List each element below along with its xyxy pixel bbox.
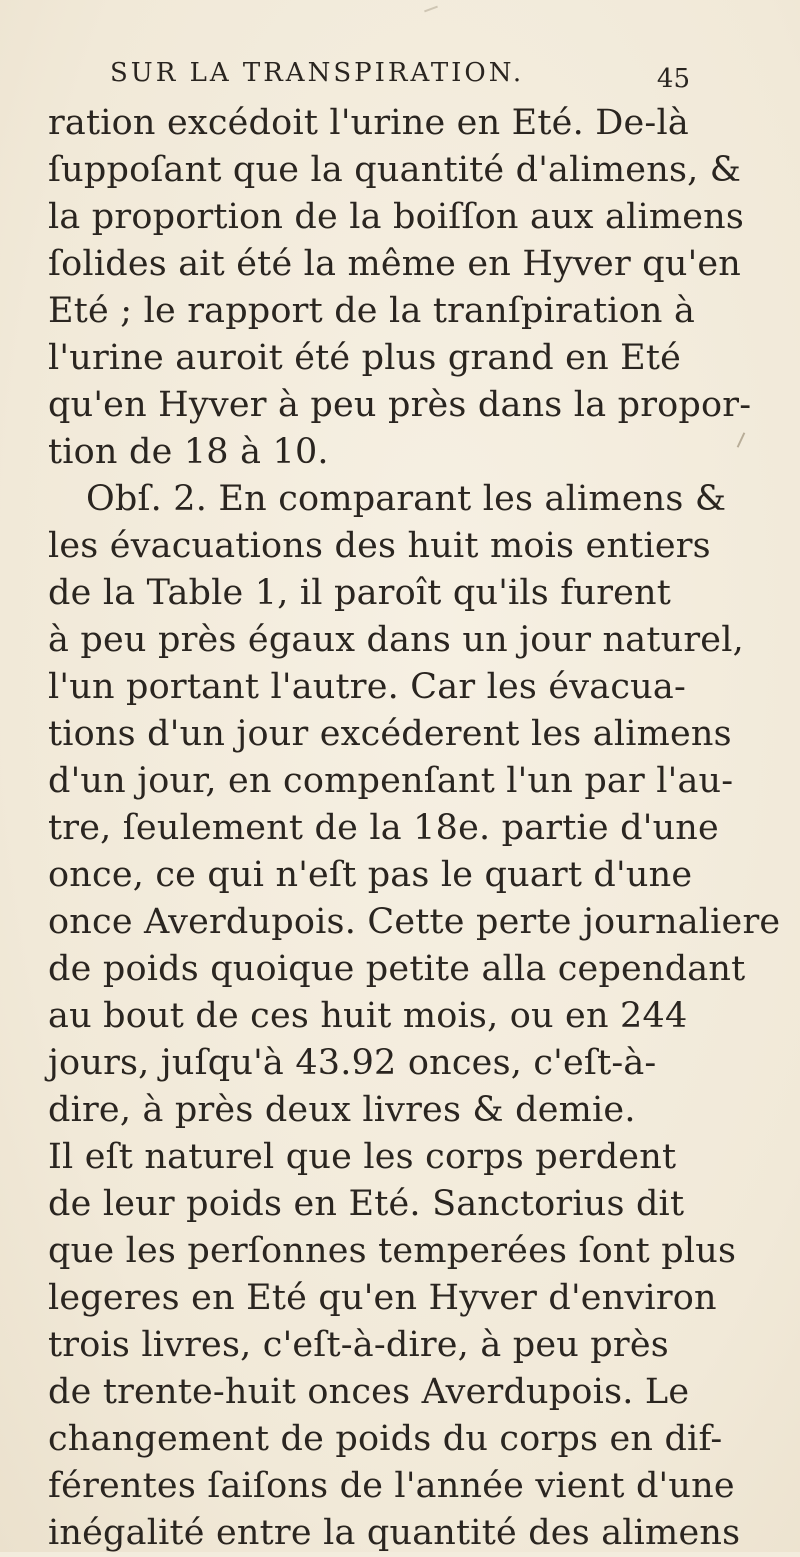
paragraph-start-line: Obſ. 2. En comparant les alimens & (86, 479, 727, 519)
body-text (48, 100, 781, 1557)
text-line: inégalité entre la quantité des alimens (48, 1513, 741, 1553)
text-line: ration excédoit l'urine en Eté. De-là (48, 103, 689, 143)
text-line: tions d'un jour excéderent les alimens (48, 714, 732, 754)
text-line: à peu près égaux dans un jour naturel, (48, 620, 744, 660)
text-line: la proportion de la boiſſon aux alimens (48, 197, 745, 237)
text-line: tre, ſeulement de la 18e. partie d'une (48, 808, 719, 848)
text-line: Eté ; le rapport de la tranſpiration à (48, 291, 696, 331)
text-line: de poids quoique petite alla cependant (48, 949, 746, 989)
text-line: dire, à près deux livres & demie. (48, 1090, 636, 1130)
text-line: once Averdupois. Cette perte journaliere (48, 902, 781, 942)
text-line: trois livres, c'eſt-à-dire, à peu près (48, 1325, 669, 1365)
text-line: legeres en Eté qu'en Hyver d'environ (48, 1278, 717, 1318)
paper-mark (424, 6, 438, 13)
page-number: 45 (656, 64, 690, 94)
text-line: l'urine auroit été plus grand en Eté (48, 338, 682, 378)
text-line: tion de 18 à 10. (48, 432, 329, 472)
text-line: qu'en Hyver à peu près dans la propor- (48, 385, 752, 425)
text-line: ſuppoſant que la quantité d'alimens, & (48, 150, 742, 190)
text-line: de la Table 1, il paroît qu'ils furent (48, 573, 672, 613)
running-head: SUR LA TRANSPIRATION. (110, 58, 525, 88)
ink-mark (737, 432, 746, 447)
text-line: l'un portant l'autre. Car les évacua- (48, 667, 686, 707)
text-line: jours, juſqu'à 43.92 onces, c'eſt-à- (48, 1043, 657, 1083)
text-line: férentes ſaiſons de l'année vient d'une (48, 1466, 735, 1506)
page-header (110, 58, 690, 98)
text-line: once, ce qui n'eſt pas le quart d'une (48, 855, 693, 895)
text-line: au bout de ces huit mois, ou en 244 (48, 996, 688, 1036)
text-line: Il eſt naturel que les corps perdent (48, 1137, 677, 1177)
text-line: les évacuations des huit mois entiers (48, 526, 711, 566)
text-line: de trente-huit onces Averdupois. Le (48, 1372, 690, 1412)
text-line: de leur poids en Eté. Sanctorius dit (48, 1184, 685, 1224)
text-line: ſolides ait été la même en Hyver qu'en (48, 244, 742, 284)
text-line: d'un jour, en compenſant l'un par l'au- (48, 761, 734, 801)
text-line: que les perſonnes temperées ſont plus (48, 1231, 737, 1271)
text-line: changement de poids du corps en dif- (48, 1419, 723, 1459)
